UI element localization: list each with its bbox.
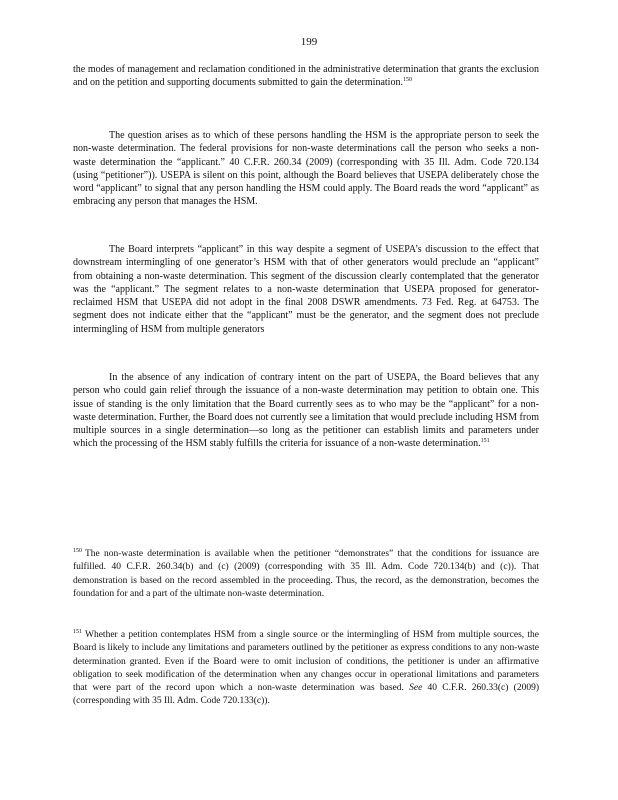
footnote-150 <box>73 545 539 601</box>
paragraph-text: In the absence of any indication of contrary intent on the part of USEPA, the Board believes that any person who could gain relief through the issuance of a non-waste determination may petition to obtain one. This issue of standing is the only limitation that the Board currently sees as to who may be the “applicant” for a non-waste determination. Further, the Board does not currently see a limitation that would preclude including HSM from multiple sources in a single determination—so long as the petitioner can establish limits and parameters under which the processing of the HSM stably fulfills the criteria for issuance of a non-waste determination. <box>73 372 539 450</box>
footnote-151 <box>73 626 539 709</box>
footnote-citation: 40 C.F.R. 260.33(c) (2009) (corresponding with 35 Ill. Adm. Code 720.133(c)). <box>73 683 539 707</box>
paragraph-applicant-question <box>73 129 539 209</box>
footnote-ref-151: 151 <box>480 438 490 445</box>
paragraph-continuation <box>73 63 539 90</box>
footnote-text: The non-waste determination is available when the petitioner “demonstrates” that the conditions for issuance are fulfilled. 40 C.F.R. 260.34(b) and (c) (2009) (corresponding with 35 Ill. Adm. Code 720.134(b) and (c)). That demonstration is based on the record assembled in the proceeding. Thus, the record, as the demonstration, becomes the foundation for and a part of the ultimate non-waste determination. <box>73 549 539 599</box>
footnote-ref-150: 150 <box>402 77 412 84</box>
footnote-number: 150 <box>73 548 82 554</box>
paragraph-text: The question arises as to which of these persons handling the HSM is the appropriate person to seek the non-waste determination. The federal provisions for non-waste determinations call the person who seeks a non-waste determination the “applicant.” 40 C.F.R. 260.34 (2009) (corresponding with 35 Ill. Adm. Code 720.134 (using “petitioner”)). USEPA is silent on this point, although the Board believes that USEPA deliberately chose the word “applicant” to signal that any person handling the HSM could apply. The Board reads the word “applicant” as embracing any person that manages the HSM. <box>73 130 539 208</box>
footnote-number: 151 <box>73 629 82 635</box>
paragraph-board-interprets <box>73 243 539 336</box>
paragraph-text: The Board interprets “applicant” in this way despite a segment of USEPA’s discussion to the effect that downstream intermingling of one generator’s HSM with that of other generators would preclude an “applicant” from obtaining a non-waste determination. This segment of the discussion clearly contemplated that the generator was the “applicant.” The segment relates to a non-waste determination that USEPA proposed for generator-reclaimed HSM that USEPA did not adopt in the final 2008 DSWR amendments. 73 Fed. Reg. at 64753. The segment does not indicate either that the “applicant” must be the generator, and the segment does not preclude intermingling of HSM from multiple generators <box>73 244 539 335</box>
paragraph-text: the modes of management and reclamation conditioned in the administrative determination that grants the exclusion and on the petition and supporting documents submitted to gain the determination. <box>73 64 539 89</box>
page-number: 199 <box>300 36 318 48</box>
footnote-signal: See <box>409 683 423 694</box>
footnote-text: Whether a petition contemplates HSM from a single source or the intermingling of HSM from multiple sources, the Board is likely to include any limitations and parameters outlined by the petitioner as express conditions to any non-waste determination granted. Even if the Board were to omit inclusion of conditions, the petitioner is under an affirmative obligation to seek modification of the determination when any changes occur in operational limitations and parameters that were part of the record upon which a non-waste determination was based. <box>73 630 539 694</box>
paragraph-absence-of-intent <box>73 371 539 451</box>
